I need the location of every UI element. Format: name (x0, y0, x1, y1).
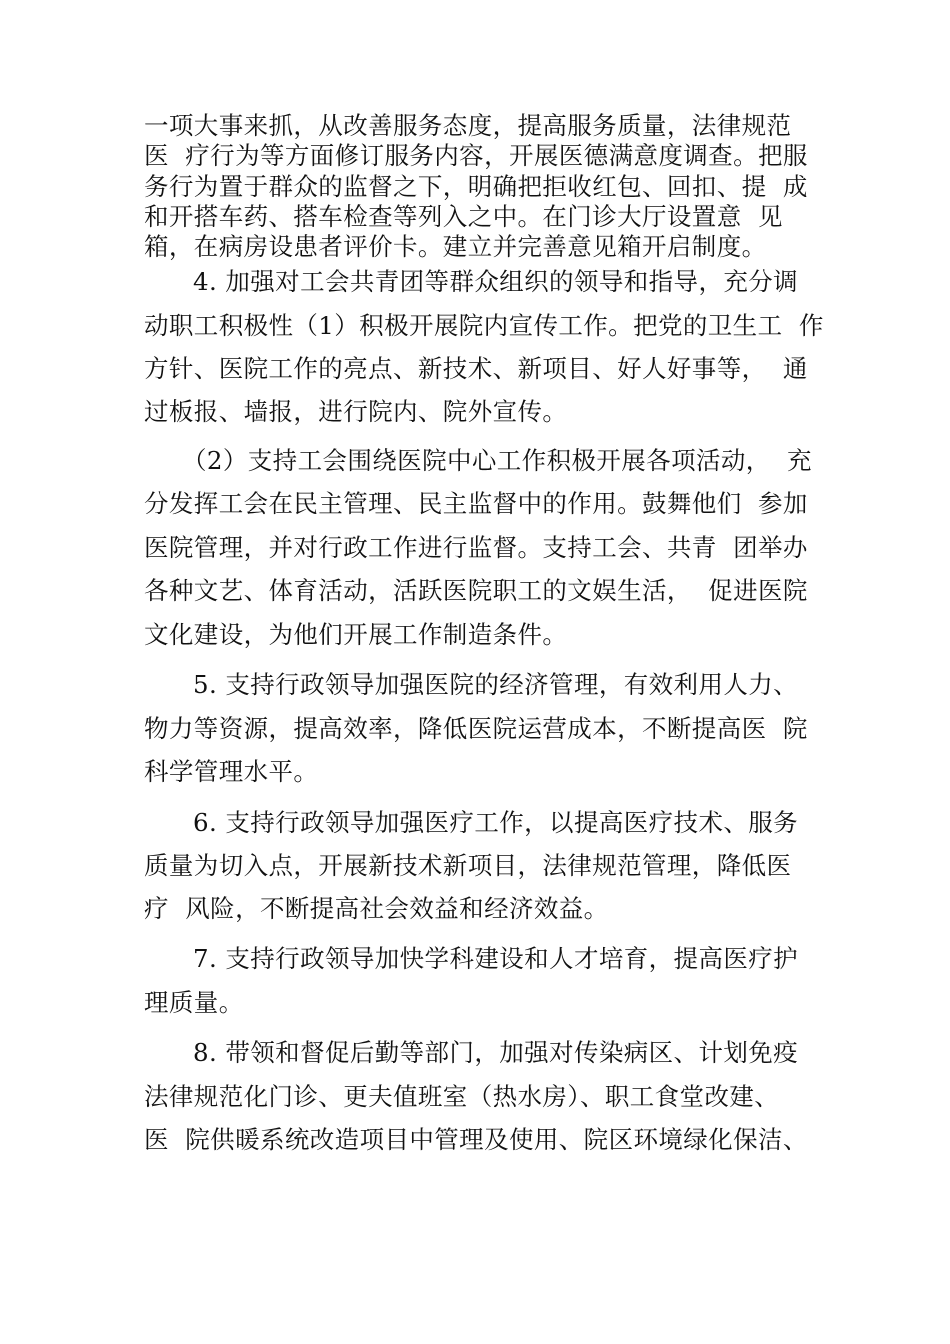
text-line-1: 一项大事来抓，从改善服务态度，提高服务质量，法律规范 (144, 111, 792, 140)
text-line-19: 质量为切入点，开展新技术新项目，法律规范管理，降低医 (144, 851, 792, 880)
text-line-17: 科学管理水平。 (144, 757, 319, 786)
text-line-18: 6. 支持行政领导加强医疗工作，以提高医疗技术、服务 (193, 808, 799, 837)
text-line-5: 箱，在病房设患者评价卡。建立并完善意见箱开启制度。 (144, 232, 767, 261)
text-line-9: 过板报、墙报，进行院内、院外宣传。 (144, 397, 568, 426)
text-line-25: 医 院供暖系统改造项目中管理及使用、院区环境绿化保洁、 (144, 1125, 808, 1154)
text-line-14: 文化建设，为他们开展工作制造条件。 (144, 620, 568, 649)
text-line-4: 和开搭车药、搭车检查等列入之中。在门诊大厅设置意 见 (144, 202, 783, 231)
text-line-22: 理质量。 (144, 988, 244, 1017)
text-line-3: 务行为置于群众的监督之下，明确把拒收红包、回扣、提 成 (144, 172, 808, 201)
text-line-16: 物力等资源，提高效率，降低医院运营成本，不断提高医 院 (144, 714, 808, 743)
text-line-6: 4. 加强对工会共青团等群众组织的领导和指导，充分调 (193, 267, 799, 296)
text-line-11: 分发挥工会在民主管理、民主监督中的作用。鼓舞他们 参加 (144, 489, 808, 518)
text-line-7: 动职工积极性（1）积极开展院内宣传工作。把党的卫生工 作 (144, 311, 824, 340)
text-line-23: 8. 带领和督促后勤等部门，加强对传染病区、计划免疫 (193, 1038, 799, 1067)
text-line-2: 医 疗行为等方面修订服务内容，开展医德满意度调查。把服 (144, 141, 808, 170)
text-line-8: 方针、医院工作的亮点、新技术、新项目、好人好事等， 通 (144, 354, 808, 383)
text-line-20: 疗 风险，不断提高社会效益和经济效益。 (144, 894, 609, 923)
text-line-10: （2）支持工会围绕医院中心工作积极开展各项活动， 充 (182, 446, 812, 475)
text-line-24: 法律规范化门诊、更夫值班室（热水房）、职工食堂改建、 (144, 1082, 780, 1111)
text-line-12: 医院管理，并对行政工作进行监督。支持工会、共青 团举办 (144, 533, 808, 562)
text-line-15: 5. 支持行政领导加强医院的经济管理，有效利用人力、 (193, 670, 799, 699)
text-line-13: 各种文艺、体育活动，活跃医院职工的文娱生活， 促进医院 (144, 576, 808, 605)
text-line-21: 7. 支持行政领导加快学科建设和人才培育，提高医疗护 (193, 944, 799, 973)
